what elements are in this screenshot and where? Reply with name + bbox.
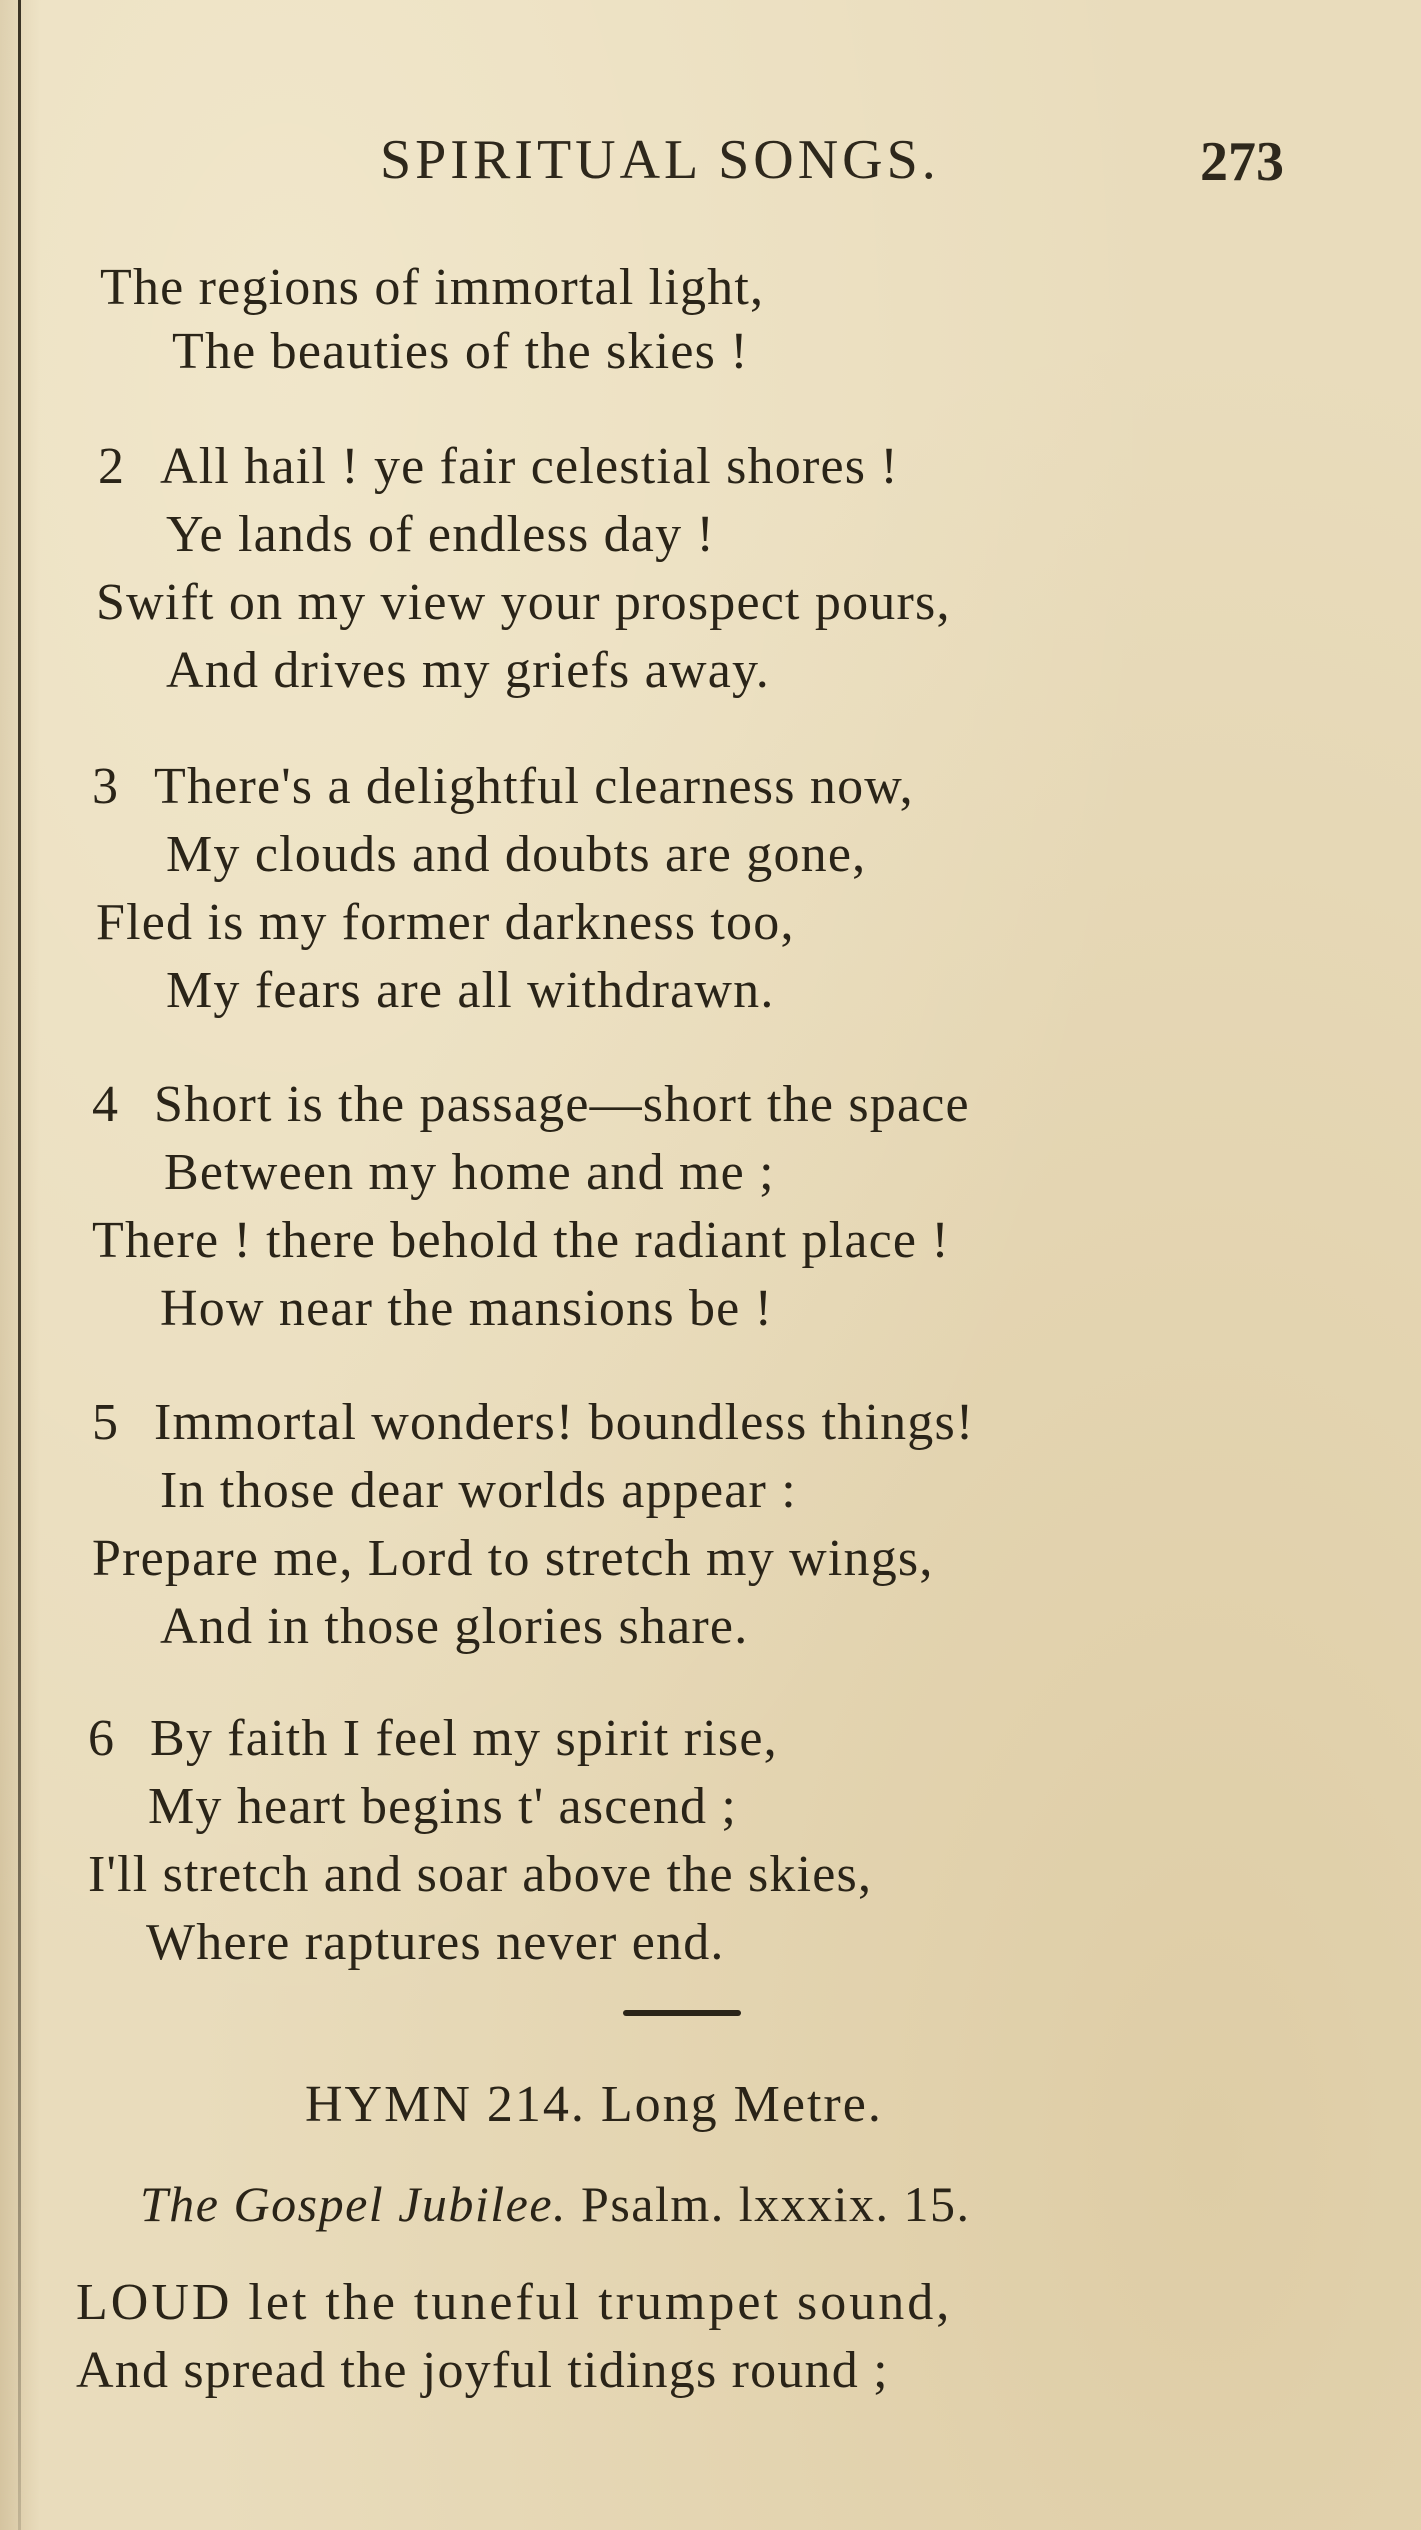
stanza-6-line-3: I'll stretch and soar above the skies, (88, 1846, 873, 1903)
stanza-number: 2 (98, 438, 126, 495)
stanza-line-text: All hail ! ye fair celestial shores ! (160, 438, 899, 495)
hymn-214-line-2: And spread the joyful tidings round ; (76, 2342, 889, 2399)
stanza-3-line-3: Fled is my former darkness too, (96, 894, 795, 951)
stanza-number: 6 (88, 1710, 116, 1767)
hymn-subtitle-reference: Psalm. lxxxix. 15. (581, 2176, 971, 2232)
stanza-5-line-1 (92, 1393, 974, 1452)
running-title: SPIRITUAL SONGS. (380, 129, 940, 191)
stanza-3-line-1 (92, 757, 914, 816)
hymn-subtitle (140, 2175, 971, 2233)
hymn-title: HYMN 214. Long Metre. (305, 2076, 883, 2133)
hymn-214-line-1: LOUD let the tuneful trumpet sound, (76, 2274, 953, 2331)
stanza-4-line-1 (92, 1075, 970, 1134)
stanza-2-line-2: Ye lands of endless day ! (166, 506, 715, 563)
stanza-4-line-3: There ! there behold the radiant place ! (92, 1212, 950, 1269)
stanza-3-line-4: My fears are all withdrawn. (166, 962, 775, 1019)
stanza-6-line-2: My heart begins t' ascend ; (148, 1778, 738, 1835)
carryover-line-2: The beauties of the skies ! (172, 323, 749, 380)
stanza-4-line-2: Between my home and me ; (164, 1144, 775, 1201)
stanza-line-text: Immortal wonders! boundless things! (154, 1394, 975, 1451)
stanza-5-line-3: Prepare me, Lord to stretch my wings, (92, 1530, 934, 1587)
stanza-2-line-4: And drives my griefs away. (166, 642, 771, 699)
section-divider-rule (623, 2010, 741, 2016)
stanza-number: 3 (92, 758, 120, 815)
carryover-line-1: The regions of immortal light, (100, 259, 765, 316)
hymn-subtitle-theme: The Gospel Jubilee. (140, 2176, 568, 2232)
stanza-line-text: Short is the passage—short the space (154, 1076, 970, 1133)
page-gutter-edge (18, 0, 21, 2530)
stanza-3-line-2: My clouds and doubts are gone, (166, 826, 867, 883)
stanza-5-line-4: And in those glories share. (160, 1598, 749, 1655)
stanza-line-text: By faith I feel my spirit rise, (150, 1710, 778, 1767)
stanza-line-text: There's a delightful clearness now, (154, 758, 914, 815)
stanza-6-line-1 (88, 1709, 778, 1768)
stanza-6-line-4: Where raptures never end. (146, 1914, 725, 1971)
stanza-2-line-3: Swift on my view your prospect pours, (96, 574, 951, 631)
stanza-number: 4 (92, 1076, 120, 1133)
stanza-number: 5 (92, 1394, 120, 1451)
page-number: 273 (1200, 131, 1284, 193)
stanza-2-line-1 (98, 437, 899, 496)
stanza-4-line-4: How near the mansions be ! (160, 1280, 774, 1337)
stanza-5-line-2: In those dear worlds appear : (160, 1462, 797, 1519)
